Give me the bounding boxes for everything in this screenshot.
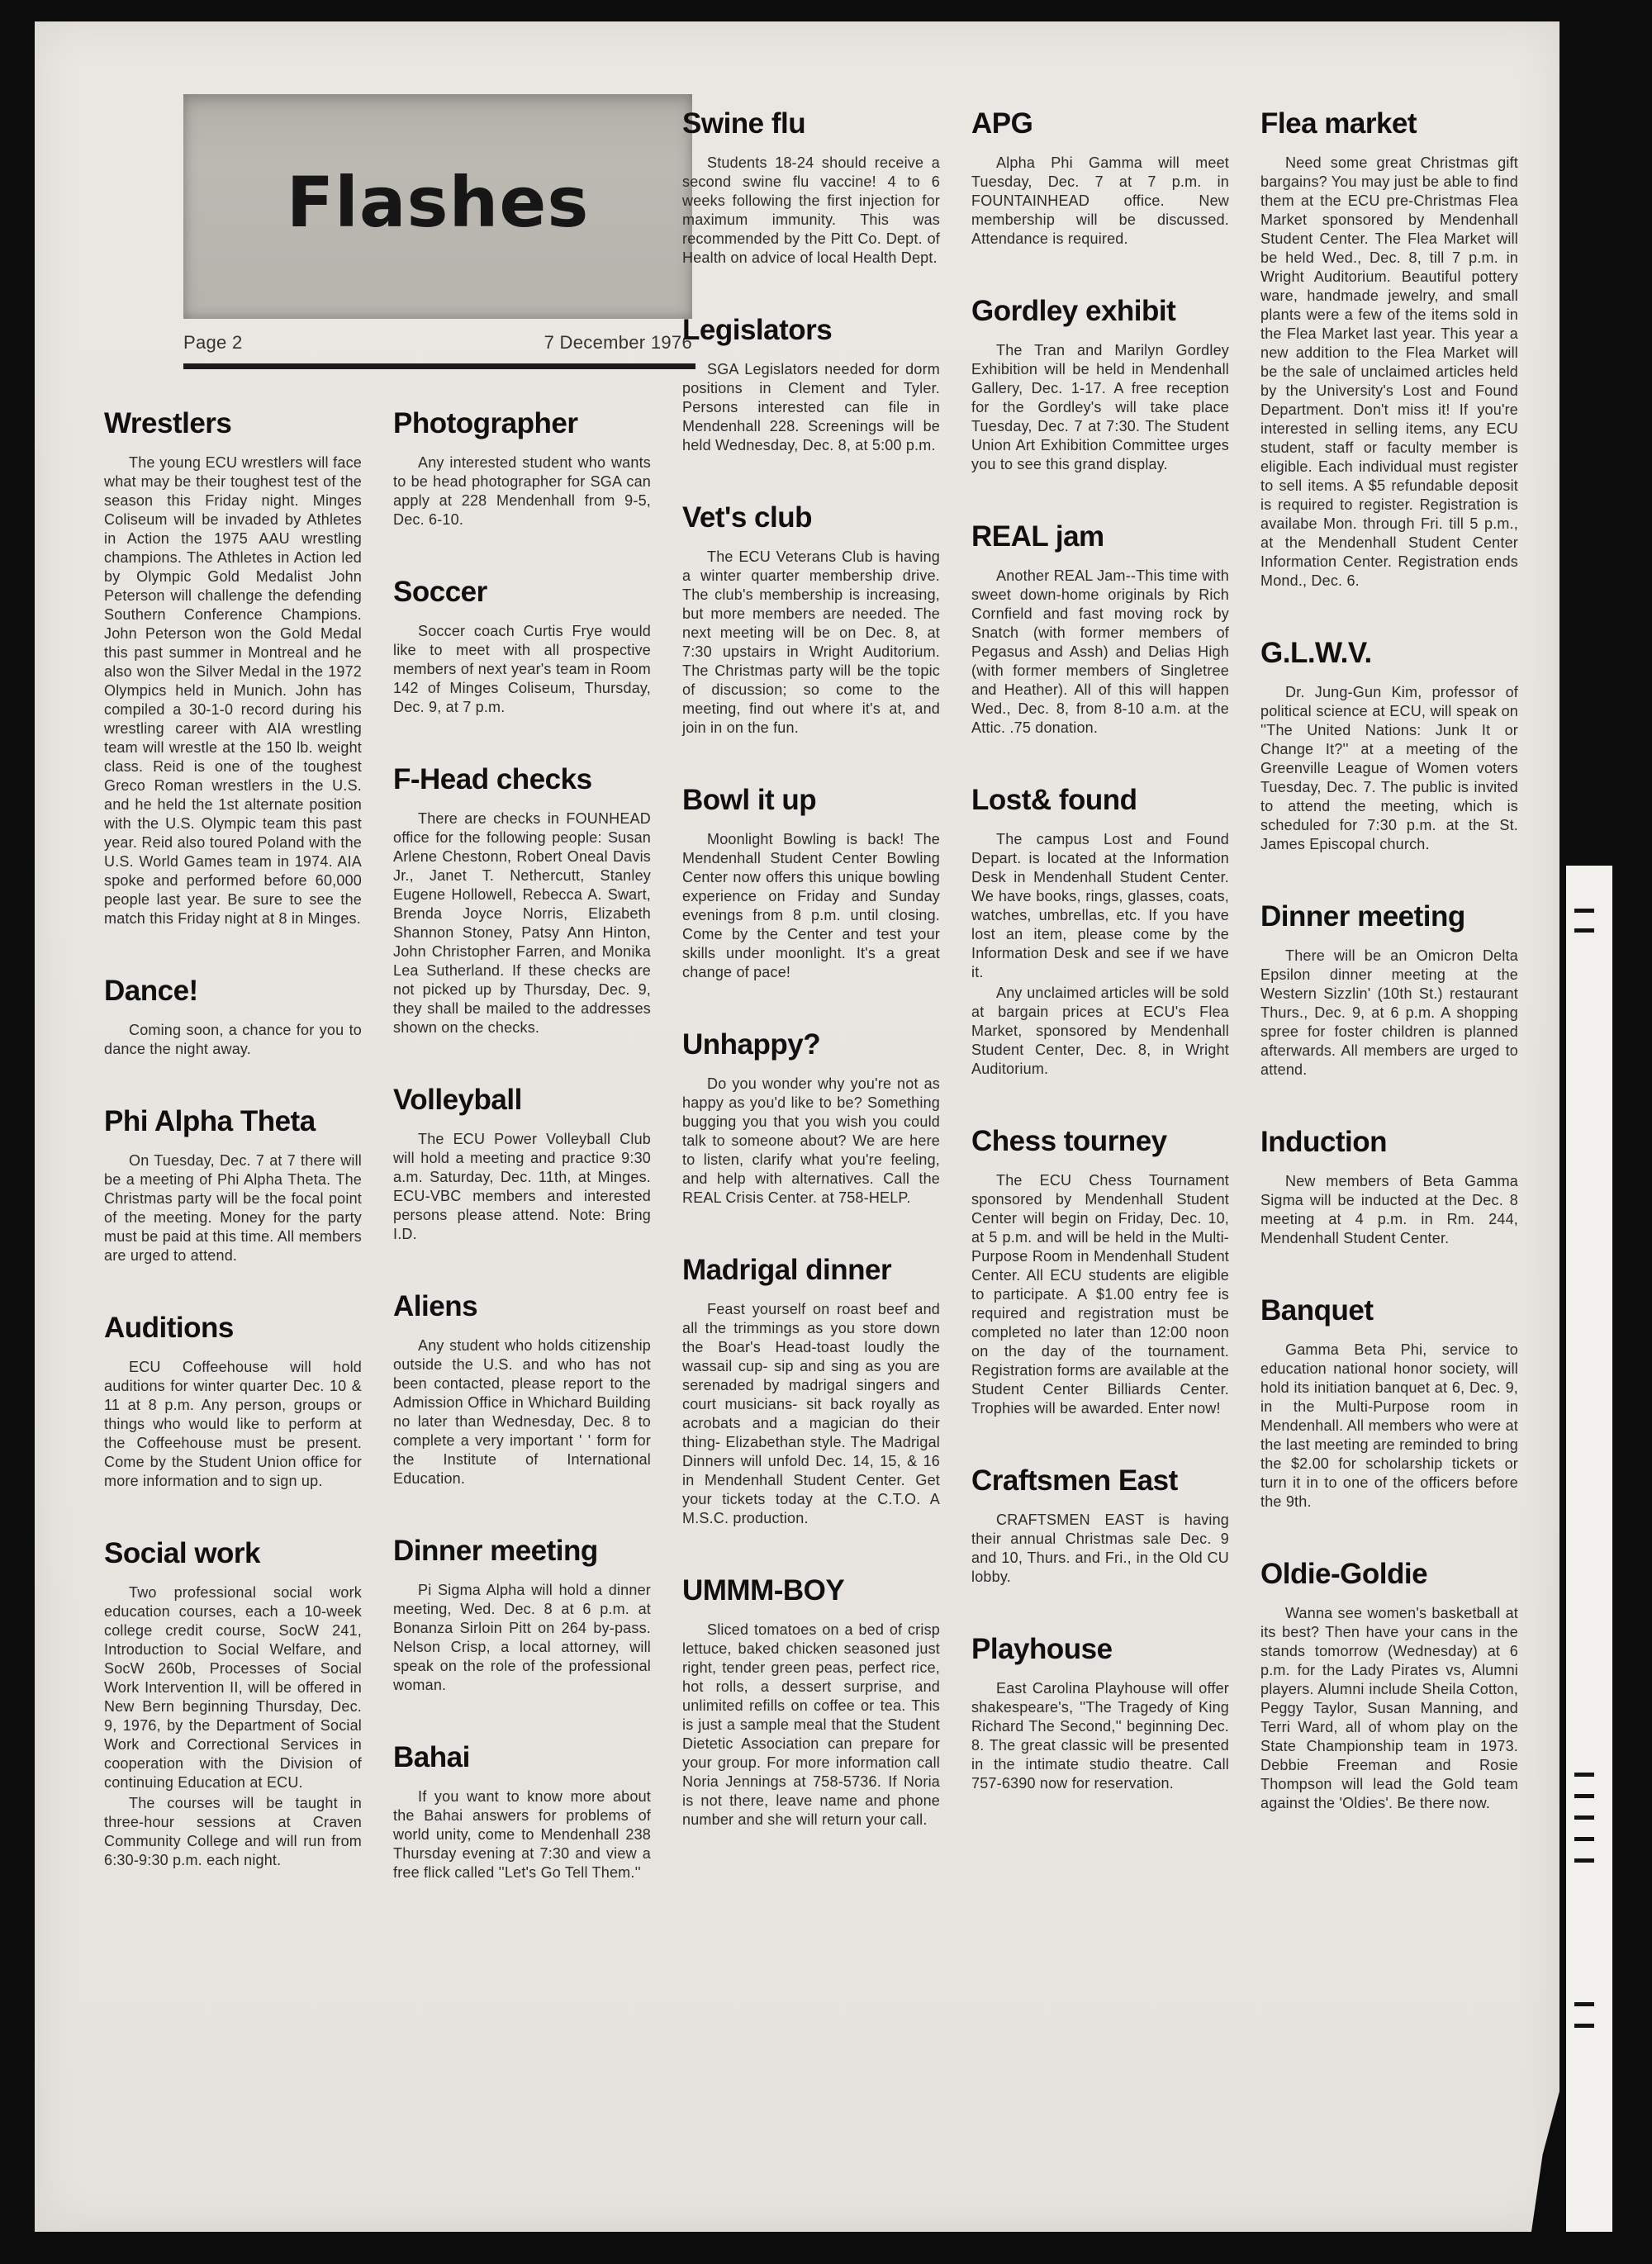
article-paragraph: There are checks in FOUNHEAD office for the following people: Susan Arlene Chestonn, Robert Oneal Davis Jr., Janet T. Nethercutt, Stanley Eugene Hollowell, Rebecca A. Swart, Brenda Joyce Norris, Elizabeth Shannon Stoney, Patsy Ann Hinton, John Christopher Farren, and Monika Lea Sutherland. If these checks are not picked up by Thursday, Dec. 9, they shall be mailed to the addresses shown on the checks. (393, 810, 651, 1036)
article-paragraph: The ECU Chess Tournament sponsored by Mendenhall Student Center will begin on Friday, Dec. 10, at 5 p.m. and will be held in the Multi-Purpose Room in Mendenhall Student Center. All ECU students are eligible to participate. A $1.00 entry fee is required and registration must be completed no later than 12:00 noon on the day of the tournament. Registration forms are available at the Student Center Billiards Center. Trophies will be awarded. Enter now! (971, 1172, 1229, 1417)
article-paragraph: The campus Lost and Found Depart. is located at the Information Desk in Mendenhall Student Center. We have books, rings, glasses, coats, watches, umbrellas, etc. If you have lost an item, please come by the Information Desk and see if we have it. (971, 831, 1229, 980)
article-unhappy (682, 1028, 940, 1208)
page-number: Page 2 (183, 332, 243, 353)
article-paragraph: Do you wonder why you're not as happy as you'd like to be? Something bugging you that you wish you could talk to someone about? We are here to listen, clarify what you're feeling, and help with alternatives. Call the REAL Crisis Center. at 758-HELP. (682, 1075, 940, 1206)
article-induction (1260, 1126, 1518, 1248)
article-wrestlers (104, 407, 362, 928)
article-g-l-w-v (1260, 637, 1518, 854)
column-5 (1260, 21, 1518, 1813)
article-paragraph: Sliced tomatoes on a bed of crisp lettuce, baked chicken seasoned just right, tender green peas, perfect rice, hot rolls, a dessert surprise, and unlimited refills on coffee or tea. This is just a sample meal that the Student Dietetic Association can prepare for your group. For more information call Noria Jennings at 758-5736. If Noria is not there, leave name and phone number and she will return your call. (682, 1621, 940, 1828)
masthead-title: Flashes (286, 162, 590, 243)
article-aliens (393, 1290, 651, 1488)
issue-date: 7 December 1976 (544, 332, 692, 353)
article-paragraph: CRAFTSMEN EAST is having their annual Christmas sale Dec. 9 and 10, Thurs. and Fri., in the Old CU lobby. (971, 1512, 1229, 1585)
article-bahai (393, 1741, 651, 1882)
registration-mark (1574, 2024, 1594, 2028)
article-paragraph: There will be an Omicron Delta Epsilon dinner meeting at the Western Sizzlin' (10th St.) restaurant Thurs., Dec. 9, at 6 p.m. A shopping spree for foster children is planned afterwards. All members are urged to attend. (1260, 947, 1518, 1078)
article-paragraph: Gamma Beta Phi, service to education national honor society, will hold its initiation banquet at 6, Dec. 9, in the Multi-Purpose room in Mendenhall. All members who were at the last meeting are reminded to bring the $2.00 for scholarship tickets or turn it in to one of the officers before the 9th. (1260, 1341, 1518, 1510)
column-3 (682, 21, 940, 1830)
article-title: Wrestlers (104, 407, 232, 439)
article-title: Bowl it up (682, 784, 817, 816)
page-content (35, 21, 1559, 1882)
article-vet-s-club (682, 501, 940, 738)
article-paragraph: Students 18-24 should receive a second swine flu vaccine! 4 to 6 weeks following the first injection for maximum immunity. This was recommended by the Pitt Co. Dept. of Health on advice of local Health Dept. (682, 154, 940, 266)
registration-mark (1574, 1773, 1594, 1777)
article-title: Craftsmen East (971, 1464, 1178, 1497)
article-paragraph: Two professional social work education courses, each a 10-week college credit course, SocW 241, Introduction to Social Welfare, and SocW 260b, Processes of Social Work Intervention II, will be offered in New Bern beginning Thursday, Dec. 9, 1976, by the Department of Social Work and Correctional Services in cooperation with the Division of continuing Education at ECU. (104, 1584, 362, 1791)
article-bowl-it-up (682, 784, 940, 982)
article-phi-alpha-theta (104, 1105, 362, 1265)
article-flea-market (1260, 107, 1518, 591)
registration-mark (1574, 1858, 1594, 1863)
article-title: Dinner meeting (393, 1535, 598, 1567)
article-playhouse (971, 1633, 1229, 1793)
article-soccer (393, 576, 651, 717)
article-paragraph: Coming soon, a chance for you to dance the night away. (104, 1022, 362, 1057)
left-columns (104, 369, 651, 1882)
column-4 (971, 21, 1229, 1793)
article-title: UMMM-BOY (682, 1574, 845, 1607)
article-dance (104, 975, 362, 1059)
article-ummm-boy (682, 1574, 940, 1830)
article-banquet (1260, 1294, 1518, 1512)
article-paragraph: Dr. Jung-Gun Kim, professor of political science at ECU, will speak on ''The United Nations: Junk It or Change It?'' at a meeting of the Greenville League of Women voters Tuesday, Dec. 7. The public is invited to attend the meeting, which is scheduled for 7:30 p.m. at the St. James Episcopal church. (1260, 684, 1518, 852)
article-paragraph: Any student who holds citizenship outside the U.S. and who has not been contacted, please report to the Admission Office in Whichard Building no later than Wednesday, Dec. 8 to complete a very important ' ' form for the Institute of International Education. (393, 1337, 651, 1487)
article-paragraph: The courses will be taught in three-hour sessions at Craven Community College and will run from 6:30-9:30 p.m. each night. (104, 1795, 362, 1868)
divider-rule (183, 363, 695, 369)
article-paragraph: Need some great Christmas gift bargains? You may just be able to find them at the ECU pre-Christmas Flea Market sponsored by Mendenhall Student Center. The Flea Market will be held Wed., Dec. 8, till 7 p.m. in Wright Auditorium. Beautiful pottery ware, handmade jewelry, and small plants were a few of the items sold in the Flea Market last year. This year a new addition to the Flea Market will be the sale of unclaimed articles held by the University's Lost and Found Department. Don't miss it! If you're interested in selling items, any ECU student, staff or faculty member is eligible. Each individual must register to sell items. A $5 refundable deposit is required to register. Registration is availabe Mon. through Fri. till 5 p.m., at the Mendenhall Student Center Information Center. Registration ends Mond., Dec. 6. (1260, 154, 1518, 589)
article-f-head-checks (393, 763, 651, 1037)
article-social-work (104, 1537, 362, 1870)
article-title: Bahai (393, 1741, 470, 1773)
column-1 (104, 369, 362, 1882)
article-title: Unhappy? (682, 1028, 821, 1061)
article-title: Gordley exhibit (971, 295, 1176, 327)
masthead (183, 94, 692, 319)
article-paragraph: Moonlight Bowling is back! The Mendenhall Student Center Bowling Center now offers this unique bowling experience on Friday and Sunday evenings from 8 p.m. until closing. Come by the Center and test your skills under moonlight. It's a great change of pace! (682, 831, 940, 980)
article-title: Social work (104, 1537, 261, 1569)
article-craftsmen-east (971, 1464, 1229, 1587)
article-title: Induction (1260, 1126, 1387, 1158)
article-title: F-Head checks (393, 763, 592, 795)
article-paragraph: If you want to know more about the Bahai answers for problems of world unity, come to Mendenhall 238 Thursday evening at 7:30 and view a free flick called ''Let's Go Tell Them.'' (393, 1788, 651, 1881)
article-paragraph: Wanna see women's basketball at its best? Then have your cans in the stands tomorrow (Wednesday) at 6 p.m. for the Lady Pirates vs, Alumni players. Alumni include Sheila Cotton, Peggy Taylor, Susan Manning, and Terri Ward, all of whom play on the State Championship team in 1973. Debbie Freeman and Rosie Thompson will lead the Gold team against the 'Oldies'. Be there now. (1260, 1605, 1518, 1811)
registration-mark (1574, 1794, 1594, 1798)
article-real-jam (971, 520, 1229, 738)
article-title: Madrigal dinner (682, 1254, 892, 1286)
registration-mark (1574, 1815, 1594, 1820)
article-paragraph: The ECU Power Volleyball Club will hold a meeting and practice 9:30 a.m. Saturday, Dec. 11th, at Minges. ECU-VBC members and interested persons please attend. Note: Bring I.D. (393, 1131, 651, 1242)
article-title: Soccer (393, 576, 487, 608)
article-legislators (682, 314, 940, 455)
article-paragraph: Feast yourself on roast beef and all the trimmings as you store down the Boar's Head-toast loudly the wassail cup- sip and sing as you are serenaded by madrigal singers and court musicians- sit back royally as acrobats and a magician do their thing- Elizabethan style. The Madrigal Dinners will unfold Dec. 14, 15, & 16 in Mendenhall Student Center. Get your tickets today at the C.T.O. A M.S.C. production. (682, 1301, 940, 1526)
column-2 (393, 369, 651, 1882)
registration-mark (1574, 2002, 1594, 2006)
article-title: Swine flu (682, 107, 806, 140)
article-paragraph: New members of Beta Gamma Sigma will be inducted at the Dec. 8 meeting at 4 p.m. in Rm. 244, Mendenhall Student Center. (1260, 1173, 1518, 1246)
article-dinner-meeting (1260, 900, 1518, 1080)
article-photographer (393, 407, 651, 529)
article-paragraph: Soccer coach Curtis Frye would like to meet with all prospective members of next year's team in Room 142 of Minges Coliseum, Thursday, Dec. 9, at 7 p.m. (393, 623, 651, 715)
article-dinner-meeting (393, 1535, 651, 1695)
article-chess-tourney (971, 1125, 1229, 1418)
article-apg (971, 107, 1229, 249)
article-title: Oldie-Goldie (1260, 1558, 1428, 1590)
article-paragraph: The ECU Veterans Club is having a winter quarter membership drive. The club's membership is increasing, but more members are needed. The next meeting will be on Dec. 8, at 7:30 upstairs in Wright Auditorium. The Christmas party will be the topic of discussion; so come to the meeting, find out where it's at, and join in on the fun. (682, 548, 940, 736)
masthead-section (104, 21, 692, 1882)
article-paragraph: East Carolina Playhouse will offer shakespeare's, ''The Tragedy of King Richard The Second,'' beginning Dec. 8. The great classic will be presented in the intimate studio theatre. Call 757-6390 now for reservation. (971, 1680, 1229, 1792)
article-oldie-goldie (1260, 1558, 1518, 1813)
article-title: Playhouse (971, 1633, 1113, 1665)
article-title: Phi Alpha Theta (104, 1105, 316, 1137)
article-paragraph: The young ECU wrestlers will face what may be their toughest test of the season this Friday night. Minges Coliseum will be invaded by Athletes in Action the 1975 AAU wrestling champions. The Athletes in Action led by Olympic Gold Medalist John Peterson will challenge the defending Southern Conference Champions. John Peterson won the Gold Medal this past summer in Montreal and he also won the Silver Medal in the 1972 Olympics held in Munich. John has compiled a 30-1-0 record during his wrestling career with AIA wrestling team will wrestle at the 150 lb. weight class. Reid is one of the toughest Greco Roman wrestlers in the U.S. and he held the 1st alternate position with the U.S. Olympic team this past year. Reid also toured Poland with the U.S. World Games team in 1974. AIA spoke and performed before 60,000 people last year. Be sure to see the match this Friday night at 8 in Minges. (104, 454, 362, 927)
article-paragraph: SGA Legislators needed for dorm positions in Clement and Tyler. Persons interested can file in Mendenhall 228. Screenings will be held Wednesday, Dec. 8, at 5:00 p.m. (682, 361, 940, 453)
article-paragraph: ECU Coffeehouse will hold auditions for winter quarter Dec. 10 & 11 at 8 p.m. Any person, groups or things who would like to perform at the Coffeehouse must be present. Come by the Student Union office for more information and to sign up. (104, 1359, 362, 1489)
article-title: Dance! (104, 975, 198, 1007)
article-title: Photographer (393, 407, 578, 439)
article-lost-found (971, 784, 1229, 1079)
article-swine-flu (682, 107, 940, 268)
article-title: Aliens (393, 1290, 478, 1322)
newspaper-page (35, 21, 1559, 2232)
scan-corner-artifact (1531, 2091, 1559, 2232)
article-gordley-exhibit (971, 295, 1229, 474)
dateline (183, 332, 692, 354)
scan-edge-strip (1566, 866, 1612, 2232)
article-paragraph: Any interested student who wants to be head photographer for SGA can apply at 228 Mendenhall from 9-5, Dec. 6-10. (393, 454, 651, 528)
registration-mark (1574, 928, 1594, 933)
article-volleyball (393, 1084, 651, 1244)
article-paragraph: Alpha Phi Gamma will meet Tuesday, Dec. 7 at 7 p.m. in FOUNTAINHEAD office. New membership will be discussed. Attendance is required. (971, 154, 1229, 247)
registration-mark (1574, 1837, 1594, 1841)
article-paragraph: Any unclaimed articles will be sold at bargain prices at ECU's Flea Market, sponsored by Mendenhall Student Center, Dec. 8, in Wright Auditorium. (971, 985, 1229, 1077)
article-title: Chess tourney (971, 1125, 1167, 1157)
registration-mark (1574, 909, 1594, 913)
article-auditions (104, 1312, 362, 1491)
article-title: Volleyball (393, 1084, 522, 1116)
article-title: Banquet (1260, 1294, 1374, 1327)
article-paragraph: Another REAL Jam--This time with sweet down-home originals by Rich Cornfield and fast moving rock by Snatch (with former members of Pegasus and Assh) and Delias High (with former members of Singletree and Heather). All of this will happen Wed., Dec. 8, from 8-10 a.m. at the Attic. .75 donation. (971, 567, 1229, 736)
article-title: Vet's club (682, 501, 812, 534)
article-title: Dinner meeting (1260, 900, 1465, 933)
article-title: Legislators (682, 314, 833, 346)
article-title: APG (971, 107, 1033, 140)
article-title: G.L.W.V. (1260, 637, 1372, 669)
article-title: Lost& found (971, 784, 1137, 816)
article-title: Auditions (104, 1312, 234, 1344)
article-paragraph: The Tran and Marilyn Gordley Exhibition will be held in Mendenhall Gallery, Dec. 1-17. A free reception for the Gordley's will take place Tuesday, Dec. 7 at 7:30. The Student Union Art Exhibition Committee urges you to see this grand display. (971, 342, 1229, 472)
article-madrigal-dinner (682, 1254, 940, 1528)
article-title: Flea market (1260, 107, 1417, 140)
article-title: REAL jam (971, 520, 1104, 553)
article-paragraph: On Tuesday, Dec. 7 at 7 there will be a meeting of Phi Alpha Theta. The Christmas party will be the focal point of the meeting. Money for the party must be paid at this time. All members are urged to attend. (104, 1152, 362, 1264)
article-paragraph: Pi Sigma Alpha will hold a dinner meeting, Wed. Dec. 8 at 6 p.m. at Bonanza Sirloin Pitt on 264 by-pass. Nelson Crisp, a local attorney, will speak on the role of the professional woman. (393, 1582, 651, 1693)
